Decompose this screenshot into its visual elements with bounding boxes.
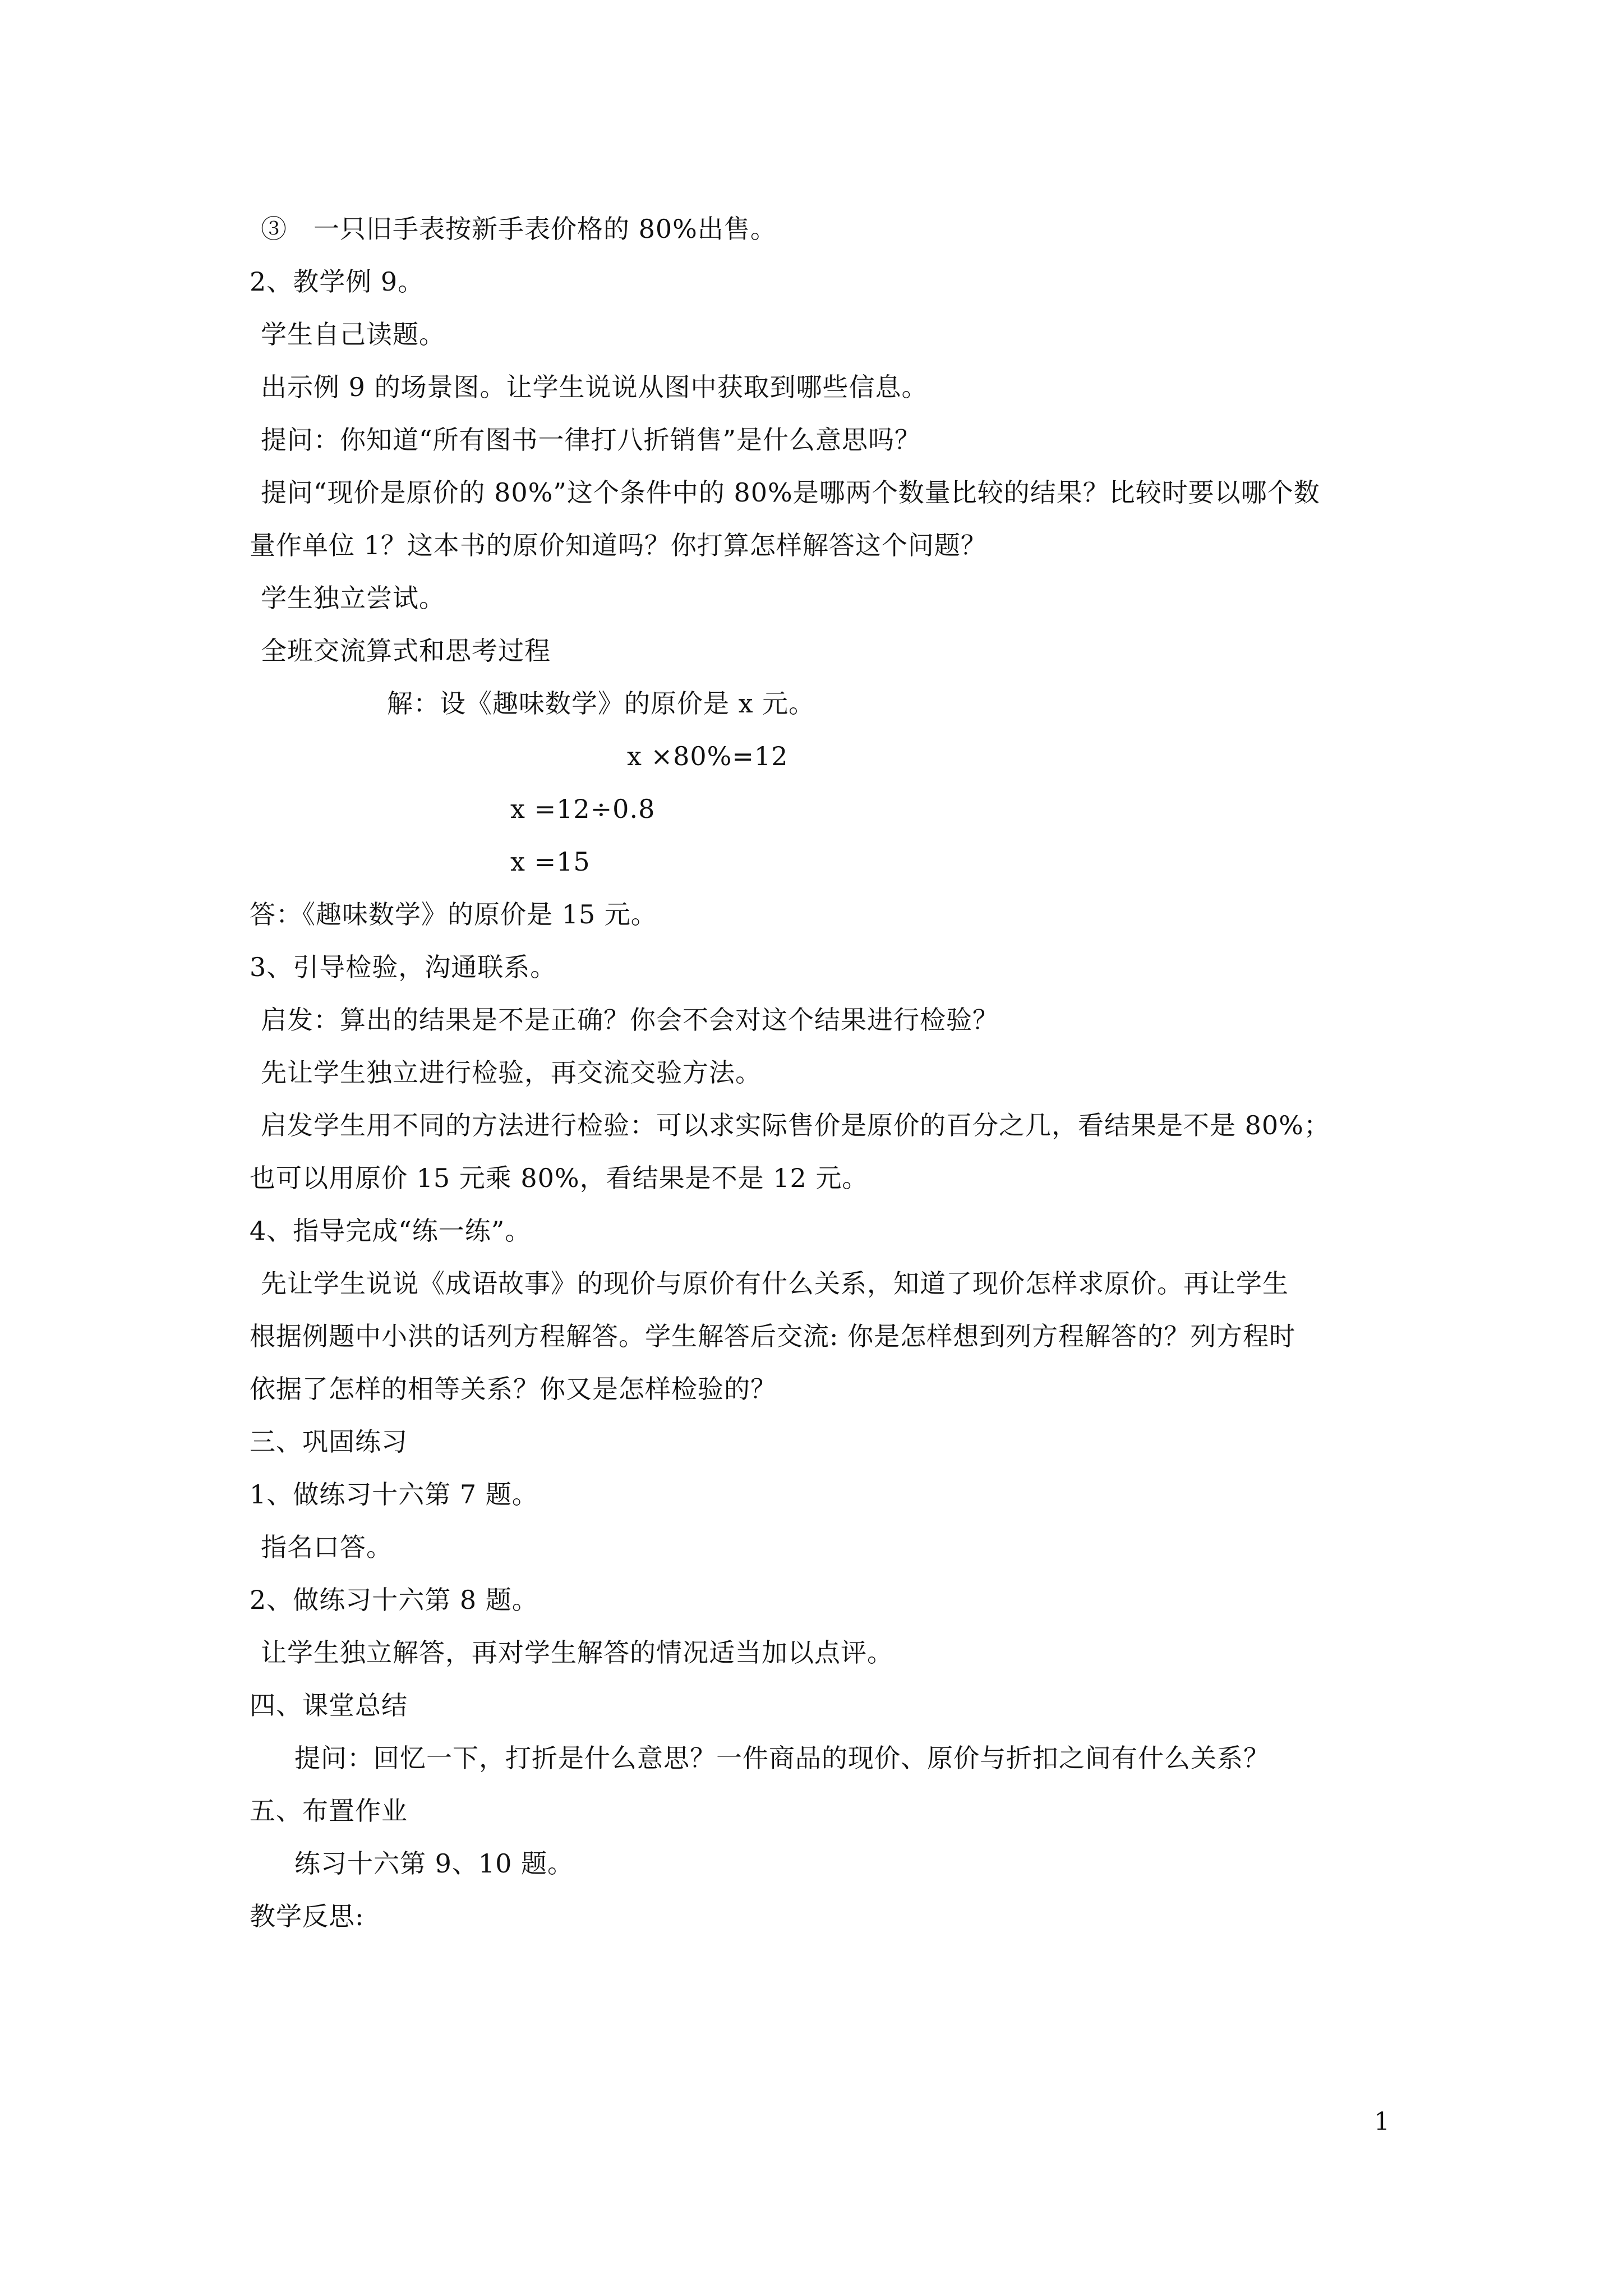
text-line-20: 4、指导完成“练一练”。: [250, 1216, 532, 1246]
text-line-10: 解：设《趣味数学》的原价是 x 元。: [387, 688, 815, 719]
text-line-27: 2、做练习十六第 8 题。: [250, 1585, 538, 1615]
text-line-14: 答：《趣味数学》的原价是 15 元。: [250, 899, 657, 930]
text-line-26: 指名口答。: [261, 1532, 393, 1562]
text-line-2: 2、教学例 9。: [250, 266, 425, 297]
text-line-4: 出示例 9 的场景图。让学生说说从图中获取到哪些信息。: [261, 372, 928, 402]
section-heading-5: 五、布置作业: [250, 1796, 408, 1826]
page-number: 1: [1374, 2108, 1390, 2136]
text-line-28: 让学生独立解答，再对学生解答的情况适当加以点评。: [261, 1637, 893, 1668]
text-line-16: 启发：算出的结果是不是正确？你会不会对这个结果进行检验？: [261, 1005, 999, 1035]
text-line-5: 提问：你知道“所有图书一律打八折销售”是什么意思吗？: [261, 425, 921, 455]
text-line-7: 量作单位 1？这本书的原价知道吗？你打算怎样解答这个问题？: [250, 530, 987, 560]
text-line-1: ③ 一只旧手表按新手表价格的 80%出售。: [261, 214, 777, 244]
text-line-22: 根据例题中小洪的话列方程解答。学生解答后交流: 你是怎样想到列方程解答的？列方程时: [250, 1321, 1296, 1351]
equation-line-1: x ×80%=12: [627, 741, 789, 771]
section-heading-3: 三、巩固练习: [250, 1427, 408, 1457]
text-line-23: 依据了怎样的相等关系？你又是怎样检验的？: [250, 1374, 777, 1404]
text-line-21: 先让学生说说《成语故事》的现价与原价有什么关系，知道了现价怎样求原价。再让学生: [261, 1268, 1289, 1299]
text-line-17: 先让学生独立进行检验，再交流交验方法。: [261, 1057, 762, 1088]
section-heading-4: 四、课堂总结: [250, 1690, 408, 1720]
text-line-33: 教学反思:: [250, 1901, 365, 1931]
text-line-30: 提问：回忆一下，打折是什么意思？一件商品的现价、原价与折扣之间有什么关系？: [294, 1743, 1270, 1773]
text-line-32: 练习十六第 9、10 题。: [294, 1848, 574, 1879]
text-line-18: 启发学生用不同的方法进行检验：可以求实际售价是原价的百分之几，看结果是不是 80%；: [261, 1110, 1330, 1140]
equation-line-3: x =15: [510, 846, 591, 877]
equation-line-2: x =12÷0.8: [510, 794, 656, 824]
text-line-6: 提问“现价是原价的 80%”这个条件中的 80%是哪两个数量比较的结果？比较时要以哪个数: [261, 477, 1320, 508]
text-line-3: 学生自己读题。: [261, 319, 445, 349]
text-line-25: 1、做练习十六第 7 题。: [250, 1479, 538, 1510]
text-line-19: 也可以用原价 15 元乘 80%，看结果是不是 12 元。: [250, 1163, 869, 1193]
text-line-8: 学生独立尝试。: [261, 583, 445, 613]
text-line-9: 全班交流算式和思考过程: [261, 636, 551, 666]
text-line-15: 3、引导检验，沟通联系。: [250, 952, 557, 982]
